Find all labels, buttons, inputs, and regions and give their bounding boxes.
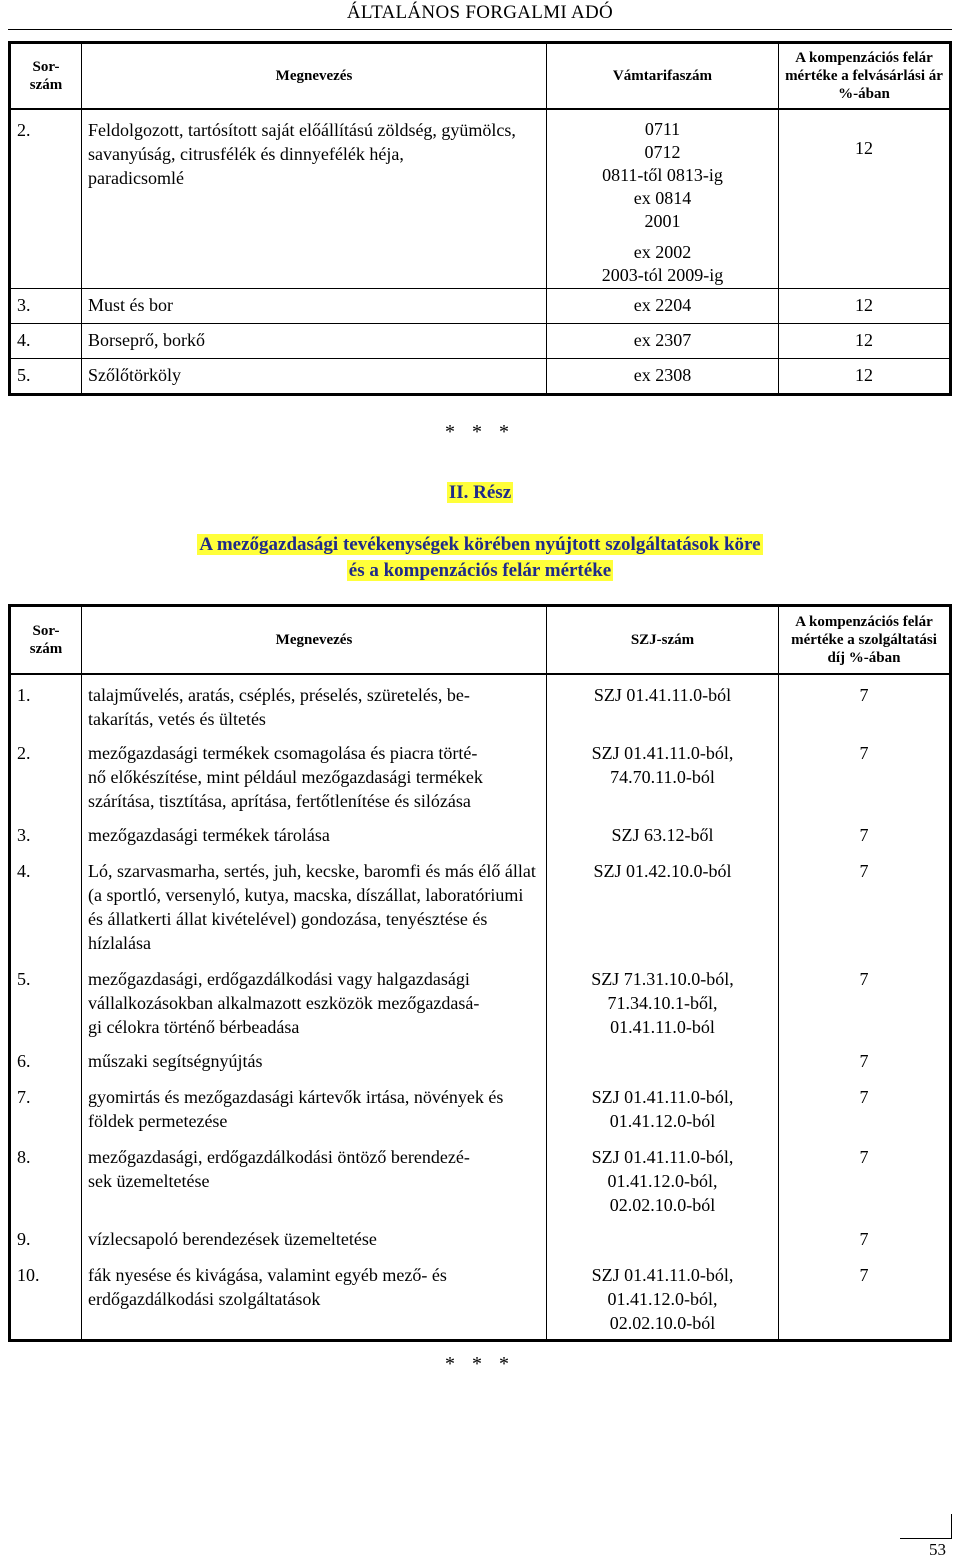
row-no: 4. [10,324,82,359]
part-title-text: II. Rész [448,482,512,503]
footer-rule-side [951,1514,952,1538]
page-number: 53 [929,1540,946,1559]
section-separator-stars: * * * [445,421,515,443]
row-no: 5. [10,959,82,1043]
row-rate: 7 [859,825,869,845]
table-row [10,735,951,817]
row-name: Borseprő, borkő [82,324,547,359]
part-title [0,482,960,504]
table-row [10,1255,951,1341]
table-row [10,1043,951,1077]
header-name: Megnevezés [82,606,547,675]
table-row [10,817,951,851]
row-code: SZJ 01.41.11.0-ból, 01.41.12.0-ból [547,1077,779,1137]
row-name: gyomirtás és mezőgazdasági kártevők irtása, növények és földek permetezése [82,1077,547,1137]
row-code: ex 2204 [547,289,779,324]
row-name: mezőgazdasági termékek csomagolása és piacra törté- nő előkészítése, mint például mezőgazdasági termékek szárítása, tisztítása, aprítása, fertőtlenítése és silózása [82,735,547,817]
table-row [10,324,951,359]
row-name: mezőgazdasági, erdőgazdálkodási öntöző berendezé- sek üzemeltetése [82,1137,547,1221]
row-name: mezőgazdasági termékek tárolása [82,817,547,851]
row-no: 7. [10,1077,82,1137]
row-rate: 7 [859,743,869,763]
running-header: ÁLTALÁNOS FORGALMI ADÓ [346,2,614,23]
row-code: SZJ 01.41.11.0-ból, 01.41.12.0-ból, 02.02.10.0-ból [547,1137,779,1221]
row-name: mezőgazdasági, erdőgazdálkodási vagy halgazdasági vállalkozásokban alkalmazott eszközök mezőgazdasá- gi célokra történő bérbeadása [82,959,547,1043]
table-row [10,359,951,395]
row-code: SZJ 71.31.10.0-ból, 71.34.10.1-ből, 01.41.11.0-ból [547,959,779,1043]
row-rate: 7 [859,1051,869,1071]
row-rate: 7 [859,1229,869,1249]
table-row [10,1137,951,1221]
row-rate: 12 [779,289,951,324]
row-no: 9. [10,1221,82,1255]
section-separator-stars: * * * [445,1353,515,1375]
row-rate: 12 [855,138,873,158]
row-name: műszaki segítségnyújtás [82,1043,547,1077]
row-rate: 7 [859,1087,869,1107]
table-row [10,674,951,735]
table-header-row [10,43,951,110]
header-rate: A kompenzációs felár mértéke a felvásárlási ár %-ában [779,43,951,110]
table-row [10,851,951,959]
row-code [547,109,779,288]
row-code: SZJ 01.41.11.0-ból, 01.41.12.0-ból, 02.02.10.0-ból [547,1255,779,1341]
header-code: SZJ-szám [547,606,779,675]
row-no: 5. [10,359,82,395]
row-no: 2. [10,735,82,817]
row-name: Ló, szarvasmarha, sertés, juh, kecske, baromfi és más élő állat (a sportló, versenyló, kutya, macska, díszállat, laboratóriumi és állatkerti állat kivételével) gondozása, tenyésztése és hízlalása [82,851,547,959]
table-row [10,1221,951,1255]
row-name: vízlecsapoló berendezések üzemeltetése [82,1221,547,1255]
row-no: 2. [10,109,82,288]
header-no: Sor- szám [10,606,82,675]
row-code: SZJ 01.42.10.0-ból [547,851,779,959]
row-name: talajművelés, aratás, cséplés, préselés, szüretelés, be- takarítás, vetés és ültetés [82,674,547,735]
row-no: 4. [10,851,82,959]
services-table [8,604,952,1342]
row-code: ex 2307 [547,324,779,359]
row-code: ex 2308 [547,359,779,395]
row-name: fák nyesése és kivágása, valamint egyéb mező- és erdőgazdálkodási szolgáltatások [82,1255,547,1341]
row-code [547,1043,779,1077]
row-code: SZJ 01.41.11.0-ból, 74.70.11.0-ból [547,735,779,817]
row-rate: 7 [859,969,869,989]
row-code [547,1221,779,1255]
row-rate: 12 [779,359,951,395]
row-no: 1. [10,674,82,735]
table-row [10,289,951,324]
row-no: 10. [10,1255,82,1341]
row-rate: 7 [859,861,869,881]
row-rate: 7 [859,685,869,705]
footer-rule [900,1538,952,1539]
row-code: SZJ 63.12-ből [547,817,779,851]
header-code: Vámtarifaszám [547,43,779,110]
header-no: Sor- szám [10,43,82,110]
table-row [10,1077,951,1137]
section-heading-line1: A mezőgazdasági tevékenységek körében nyújtott szolgáltatások köre [199,534,761,555]
section-heading-line2: és a kompenzációs felár mértéke [348,560,612,581]
row-no: 8. [10,1137,82,1221]
row-rate: 7 [859,1147,869,1167]
code-lines-b: ex 2002 2003-tól 2009-ig [601,242,724,285]
header-rule [8,29,952,30]
table-row [10,109,951,288]
row-name: Must és bor [82,289,547,324]
row-rate: 7 [859,1265,869,1285]
header-rate: A kompenzációs felár mértéke a szolgáltatási díj %-ában [779,606,951,675]
table-header-row [10,606,951,675]
code-lines-a: 0711 0712 0811-től 0813-ig ex 0814 2001 [602,119,723,231]
table-row [10,959,951,1043]
row-name: Szőlőtörköly [82,359,547,395]
row-no: 3. [10,817,82,851]
row-no: 6. [10,1043,82,1077]
row-name: Feldolgozott, tartósított saját előállítású zöldség, gyümölcs, savanyúság, citrusfélék és dinnyefélék héja, paradicsomlé [82,109,547,288]
row-no: 3. [10,289,82,324]
row-rate: 12 [779,324,951,359]
tariff-table [8,41,952,396]
row-code: SZJ 01.41.11.0-ból [547,674,779,735]
section-heading [0,532,960,584]
header-name: Megnevezés [82,43,547,110]
